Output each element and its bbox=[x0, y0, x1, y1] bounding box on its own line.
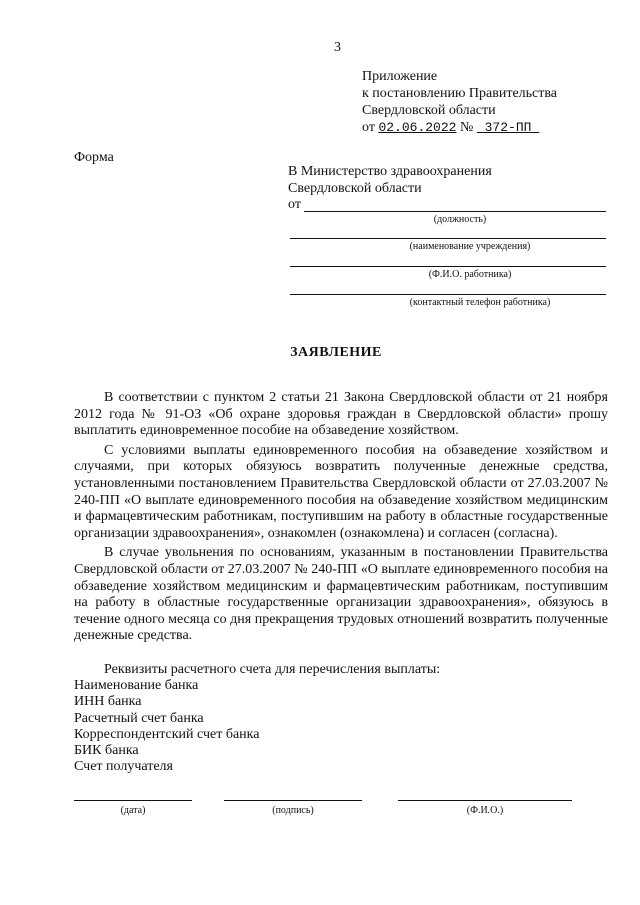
appendix-date-prefix: от bbox=[362, 120, 375, 135]
requisite-bik: БИК банка bbox=[74, 743, 139, 759]
document-title: ЗАЯВЛЕНИЕ bbox=[290, 345, 382, 360]
addressee-line-1: В Министерство здравоохранения bbox=[288, 164, 492, 179]
appendix-number-value: 372-ПП bbox=[484, 120, 532, 135]
signature-caption: (подпись) bbox=[272, 805, 314, 816]
appendix-block bbox=[362, 68, 557, 136]
phone-field-line[interactable] bbox=[290, 294, 606, 295]
institution-field-line[interactable] bbox=[290, 238, 606, 239]
signature-line[interactable] bbox=[224, 800, 362, 801]
requisites-heading: Реквизиты расчетного счета для перечисления выплаты: bbox=[104, 662, 441, 677]
statement-body bbox=[74, 390, 608, 648]
phone-caption: (контактный телефон работника) bbox=[409, 297, 551, 308]
date-caption: (дата) bbox=[120, 805, 146, 816]
paragraph-2: С условиями выплаты единовременного пособия на обзаведение хозяйством и случаями, при которых обязуюсь возвратить полученные денежные средства, установленными постановлением Правительства Свердловской области от 27.03.2007 № 240-ПП «О выплате единовременного пособия на обзаведение хозяйством медицинским и фармацевтическим работникам, поступившим на работу в областные государственные организации здравоохранения», ознакомлен (ознакомлена) и согласен (согласна). bbox=[74, 442, 608, 541]
position-caption: (должность) bbox=[433, 214, 487, 225]
appendix-line-3: Свердловской области bbox=[362, 103, 496, 118]
appendix-number-sign: № bbox=[459, 120, 474, 135]
appendix-date-row bbox=[362, 119, 557, 136]
appendix-number bbox=[477, 120, 539, 135]
signatory-name-line[interactable] bbox=[398, 800, 572, 801]
appendix-date: 02.06.2022 bbox=[378, 120, 457, 135]
addressee-block bbox=[288, 163, 608, 197]
appendix-line-2: к постановлению Правительства bbox=[362, 86, 558, 101]
requisite-bank-name: Наименование банка bbox=[74, 678, 199, 694]
requisite-correspondent-account: Корреспондентский счет банка bbox=[74, 726, 260, 742]
paragraph-1: В соответствии с пунктом 2 статьи 21 Закона Свердловской области от 21 ноября 2012 года № 91-ОЗ «Об охране здоровья граждан в Свердловской области» прошу выплатить единовременное пособие на обзаведение хозяйством. bbox=[74, 390, 608, 439]
bank-requisites bbox=[74, 662, 440, 775]
addressee-line-2: Свердловской области bbox=[288, 181, 422, 196]
signatory-name-caption: (Ф.И.О.) bbox=[466, 805, 504, 816]
appendix-line-1: Приложение bbox=[362, 69, 438, 84]
full-name-field-line[interactable] bbox=[290, 266, 606, 267]
institution-caption: (наименование учреждения) bbox=[409, 241, 531, 252]
requisite-settlement-account: Расчетный счет банка bbox=[74, 710, 204, 726]
paragraph-3: В случае увольнения по основаниям, указанным в постановлении Правительства Свердловской области от 27.03.2007 № 240-ПП «О выплате единовременного пособия на обзаведение хозяйством медицинским и фармацевтическим работникам, поступившим на работу в областные государственные организации здравоохранения», обязуюсь в течение одного месяца со дня прекращения трудовых отношений возвратить полученные денежные средства. bbox=[74, 545, 608, 644]
position-field-line[interactable] bbox=[304, 211, 606, 212]
requisite-recipient-account: Счет получателя bbox=[74, 759, 173, 775]
page-number: 3 bbox=[334, 40, 341, 55]
form-label: Форма bbox=[74, 150, 114, 165]
from-label: от bbox=[288, 197, 301, 212]
date-signature-line[interactable] bbox=[74, 800, 192, 801]
full-name-caption: (Ф.И.О. работника) bbox=[428, 269, 512, 280]
requisite-bank-inn: ИНН банка bbox=[74, 694, 142, 710]
